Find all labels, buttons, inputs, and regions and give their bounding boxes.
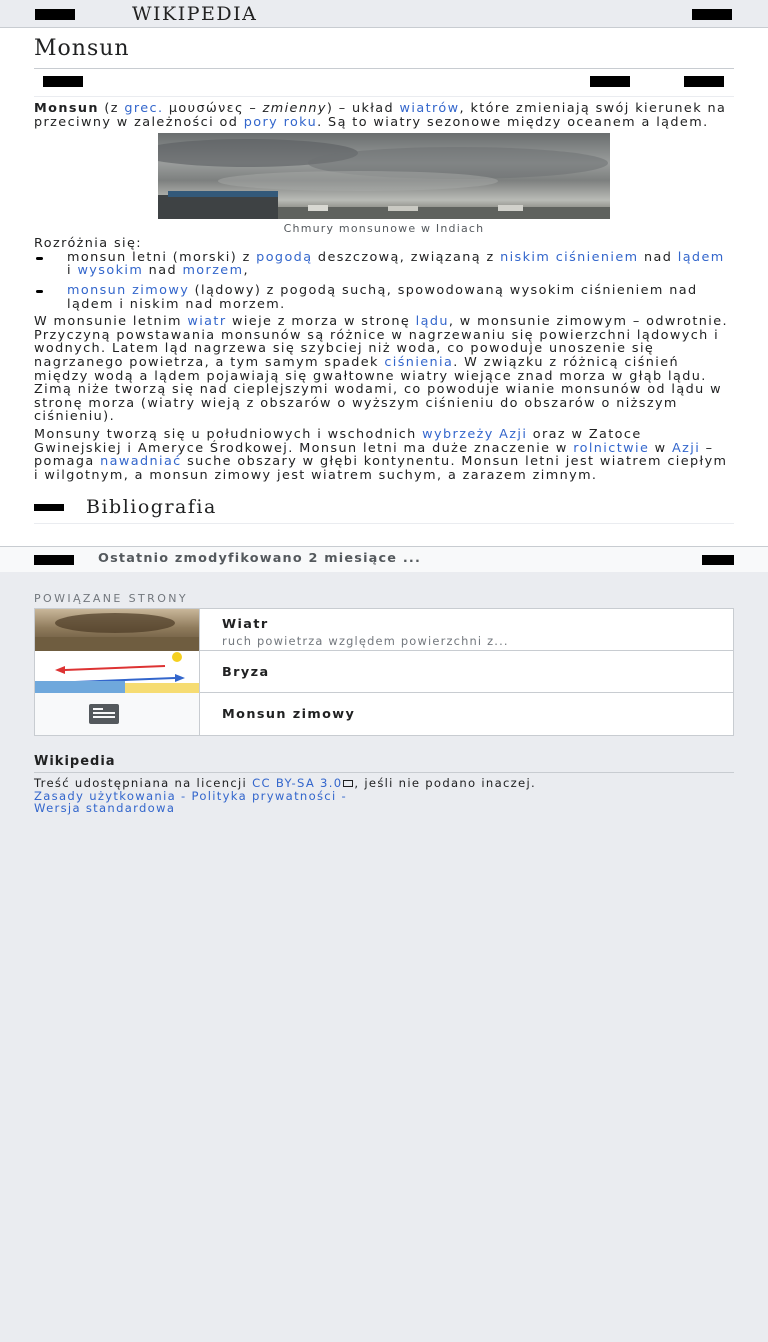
card-title: Bryza bbox=[222, 665, 270, 681]
link-grec[interactable]: grec. bbox=[124, 101, 164, 116]
rozroznia-text: Rozróżnia się: bbox=[34, 236, 142, 252]
list-item bbox=[67, 251, 734, 278]
text-span: (z bbox=[98, 101, 125, 116]
text-span: μουσώνες – bbox=[163, 101, 263, 116]
link-monsun-zimowy[interactable]: monsun zimowy bbox=[67, 282, 190, 298]
section-bibliografia[interactable] bbox=[34, 496, 734, 524]
text-span: nad bbox=[143, 263, 183, 279]
card-title: Monsun zimowy bbox=[222, 707, 356, 723]
intro-bold-term: Monsun bbox=[34, 101, 99, 116]
text-span: ) – układ bbox=[326, 101, 400, 116]
text-span: i bbox=[67, 263, 78, 279]
text-span: , bbox=[243, 263, 249, 279]
tree-illustration bbox=[35, 609, 200, 651]
text-span: Monsuny tworzą się u południowych i wschodnich bbox=[34, 426, 423, 442]
desktop-version-link[interactable]: Wersja standardowa bbox=[34, 801, 176, 816]
watch-button[interactable] bbox=[590, 76, 630, 87]
text-span: . Są to wiatry sezonowe między oceanem a lądem. bbox=[317, 114, 709, 130]
search-button[interactable] bbox=[692, 9, 732, 20]
link-niskim-cisnieniem[interactable]: niskim ciśnieniem bbox=[500, 249, 639, 265]
paragraph-mechanism bbox=[34, 315, 734, 424]
monsoon-clouds-photo[interactable] bbox=[158, 133, 610, 219]
thumbnail-bryza bbox=[35, 651, 200, 693]
link-wiatrow[interactable]: wiatrów bbox=[399, 101, 460, 116]
link-pogoda[interactable]: pogodą bbox=[256, 249, 313, 265]
related-card-bryza[interactable] bbox=[35, 651, 733, 693]
breeze-diagram bbox=[35, 651, 200, 693]
separator: - bbox=[341, 788, 347, 803]
link-wybrzeza-azji[interactable]: wybrzeży Azji bbox=[422, 426, 528, 442]
link-ladem[interactable]: lądem bbox=[677, 249, 725, 265]
edit-button[interactable] bbox=[684, 76, 724, 87]
monsoon-types-list bbox=[34, 251, 734, 311]
language-button[interactable] bbox=[43, 76, 83, 87]
thumbnail-placeholder bbox=[35, 693, 200, 735]
figure-caption: Chmury monsunowe w Indiach bbox=[283, 222, 485, 236]
related-card-monsun-zimowy[interactable] bbox=[35, 693, 733, 735]
text-span: Treść udostępniana na licencji bbox=[34, 776, 253, 791]
separator: - bbox=[181, 788, 187, 803]
site-footer bbox=[34, 754, 734, 815]
intro-paragraph bbox=[34, 102, 734, 129]
text-span: , w monsunie zimowym – odwrotnie. Przyczyną powstawania monsunów są różnice w nagrzewaniu się powierzchni lądowych i wodnych. Latem ląd nagrzewa się szybciej niż woda, co powoduje unoszenie się nagrzanego powietrza, a tym samym spadek bbox=[34, 314, 728, 370]
related-cards bbox=[34, 608, 734, 736]
figure bbox=[34, 133, 734, 235]
menu-button[interactable] bbox=[35, 9, 75, 20]
text-span: . W związku z różnicą ciśnień między wodą a lądem pojawiają się gwałtowne wiatry wiejące znad morza w głąb lądu. Zimą niże tworzą się nad cieplejszymi wodami, co powoduje wianie monsunów od lądu w stronę morza (wiatry wieją z obszarów o wyższym ciśnieniu do obszarów o niższym ciśnieniu). bbox=[34, 354, 722, 425]
terms-link[interactable]: Zasady użytkowania bbox=[34, 788, 176, 803]
wikipedia-logo[interactable] bbox=[132, 3, 257, 25]
license-link[interactable]: CC BY-SA 3.0 bbox=[252, 776, 343, 791]
text-span: – pomaga bbox=[34, 440, 714, 470]
link-nawadniac[interactable]: nawadniać bbox=[100, 454, 182, 470]
footer-wikipedia-title: Wikipedia bbox=[34, 754, 734, 773]
link-wiatr[interactable]: wiatr bbox=[187, 314, 227, 330]
text-span: W monsunie letnim bbox=[34, 314, 188, 330]
link-rolnictwie[interactable]: rolnictwie bbox=[573, 440, 650, 456]
text-span: deszczową, związaną z bbox=[312, 249, 501, 265]
text-span: oraz w Zatoce Gwinejskiej i Ameryce Środkowej. Monsun letni ma duże znaczenie w bbox=[34, 426, 642, 456]
thumbnail-wiatr bbox=[35, 609, 200, 651]
text-span: w bbox=[649, 440, 673, 456]
text-span: , jeśli nie podano inaczej. bbox=[354, 776, 536, 791]
chevron-right-icon bbox=[702, 555, 734, 565]
section-title: Bibliografia bbox=[86, 496, 217, 519]
footer-links bbox=[34, 790, 734, 815]
related-pages bbox=[0, 572, 768, 1342]
page-actions bbox=[34, 69, 734, 97]
link-cisnienia[interactable]: ciśnienia bbox=[384, 354, 454, 370]
page-title: Monsun bbox=[34, 36, 130, 61]
related-card-wiatr[interactable] bbox=[35, 609, 733, 651]
text-span: nad bbox=[638, 249, 678, 265]
link-pory-roku[interactable]: pory roku bbox=[243, 114, 318, 130]
list-item bbox=[67, 284, 734, 311]
card-title: Wiatr bbox=[222, 617, 269, 633]
card-description: ruch powietrza względem powierzchni z... bbox=[222, 634, 509, 649]
link-wysokim[interactable]: wysokim bbox=[77, 263, 144, 279]
history-icon bbox=[34, 555, 74, 565]
privacy-link[interactable]: Polityka prywatności bbox=[191, 788, 337, 803]
section-toggle-icon[interactable] bbox=[34, 504, 64, 511]
logo-last: A bbox=[242, 3, 258, 25]
top-bar bbox=[0, 0, 768, 28]
last-modified-bar[interactable] bbox=[0, 546, 768, 572]
text-span: wieje z morza w stronę bbox=[226, 314, 416, 330]
related-heading: POWIĄZANE STRONY bbox=[34, 592, 189, 606]
italic-zmienny: zmienny bbox=[262, 101, 327, 116]
link-morzem[interactable]: morzem bbox=[182, 263, 244, 279]
paragraph-regions bbox=[34, 428, 734, 482]
last-modified-text[interactable]: Ostatnio zmodyfikowano 2 miesiące ... bbox=[98, 551, 422, 567]
external-link-icon bbox=[343, 780, 353, 787]
link-azji[interactable]: Azji bbox=[672, 440, 701, 456]
photo-illustration bbox=[158, 133, 610, 219]
text-span: , które zmieniają swój kierunek na przeciwny w zależności od bbox=[34, 101, 727, 130]
text-span: (lądowy) z pogodą suchą, spowodowaną wysokim ciśnieniem nad lądem i niskim nad morzem. bbox=[67, 282, 698, 312]
article-placeholder-icon bbox=[35, 693, 200, 735]
logo-main: WIKIPEDI bbox=[132, 3, 243, 25]
text-span: suche obszary w głębi kontynentu. Monsun letni jest wiatrem ciepłym i wilgotnym, a monsun zimowy jest wiatrem suchym, a zarazem zimnym. bbox=[34, 454, 728, 483]
text-span: monsun letni (morski) z bbox=[67, 249, 257, 265]
link-ladu[interactable]: lądu bbox=[415, 314, 449, 330]
